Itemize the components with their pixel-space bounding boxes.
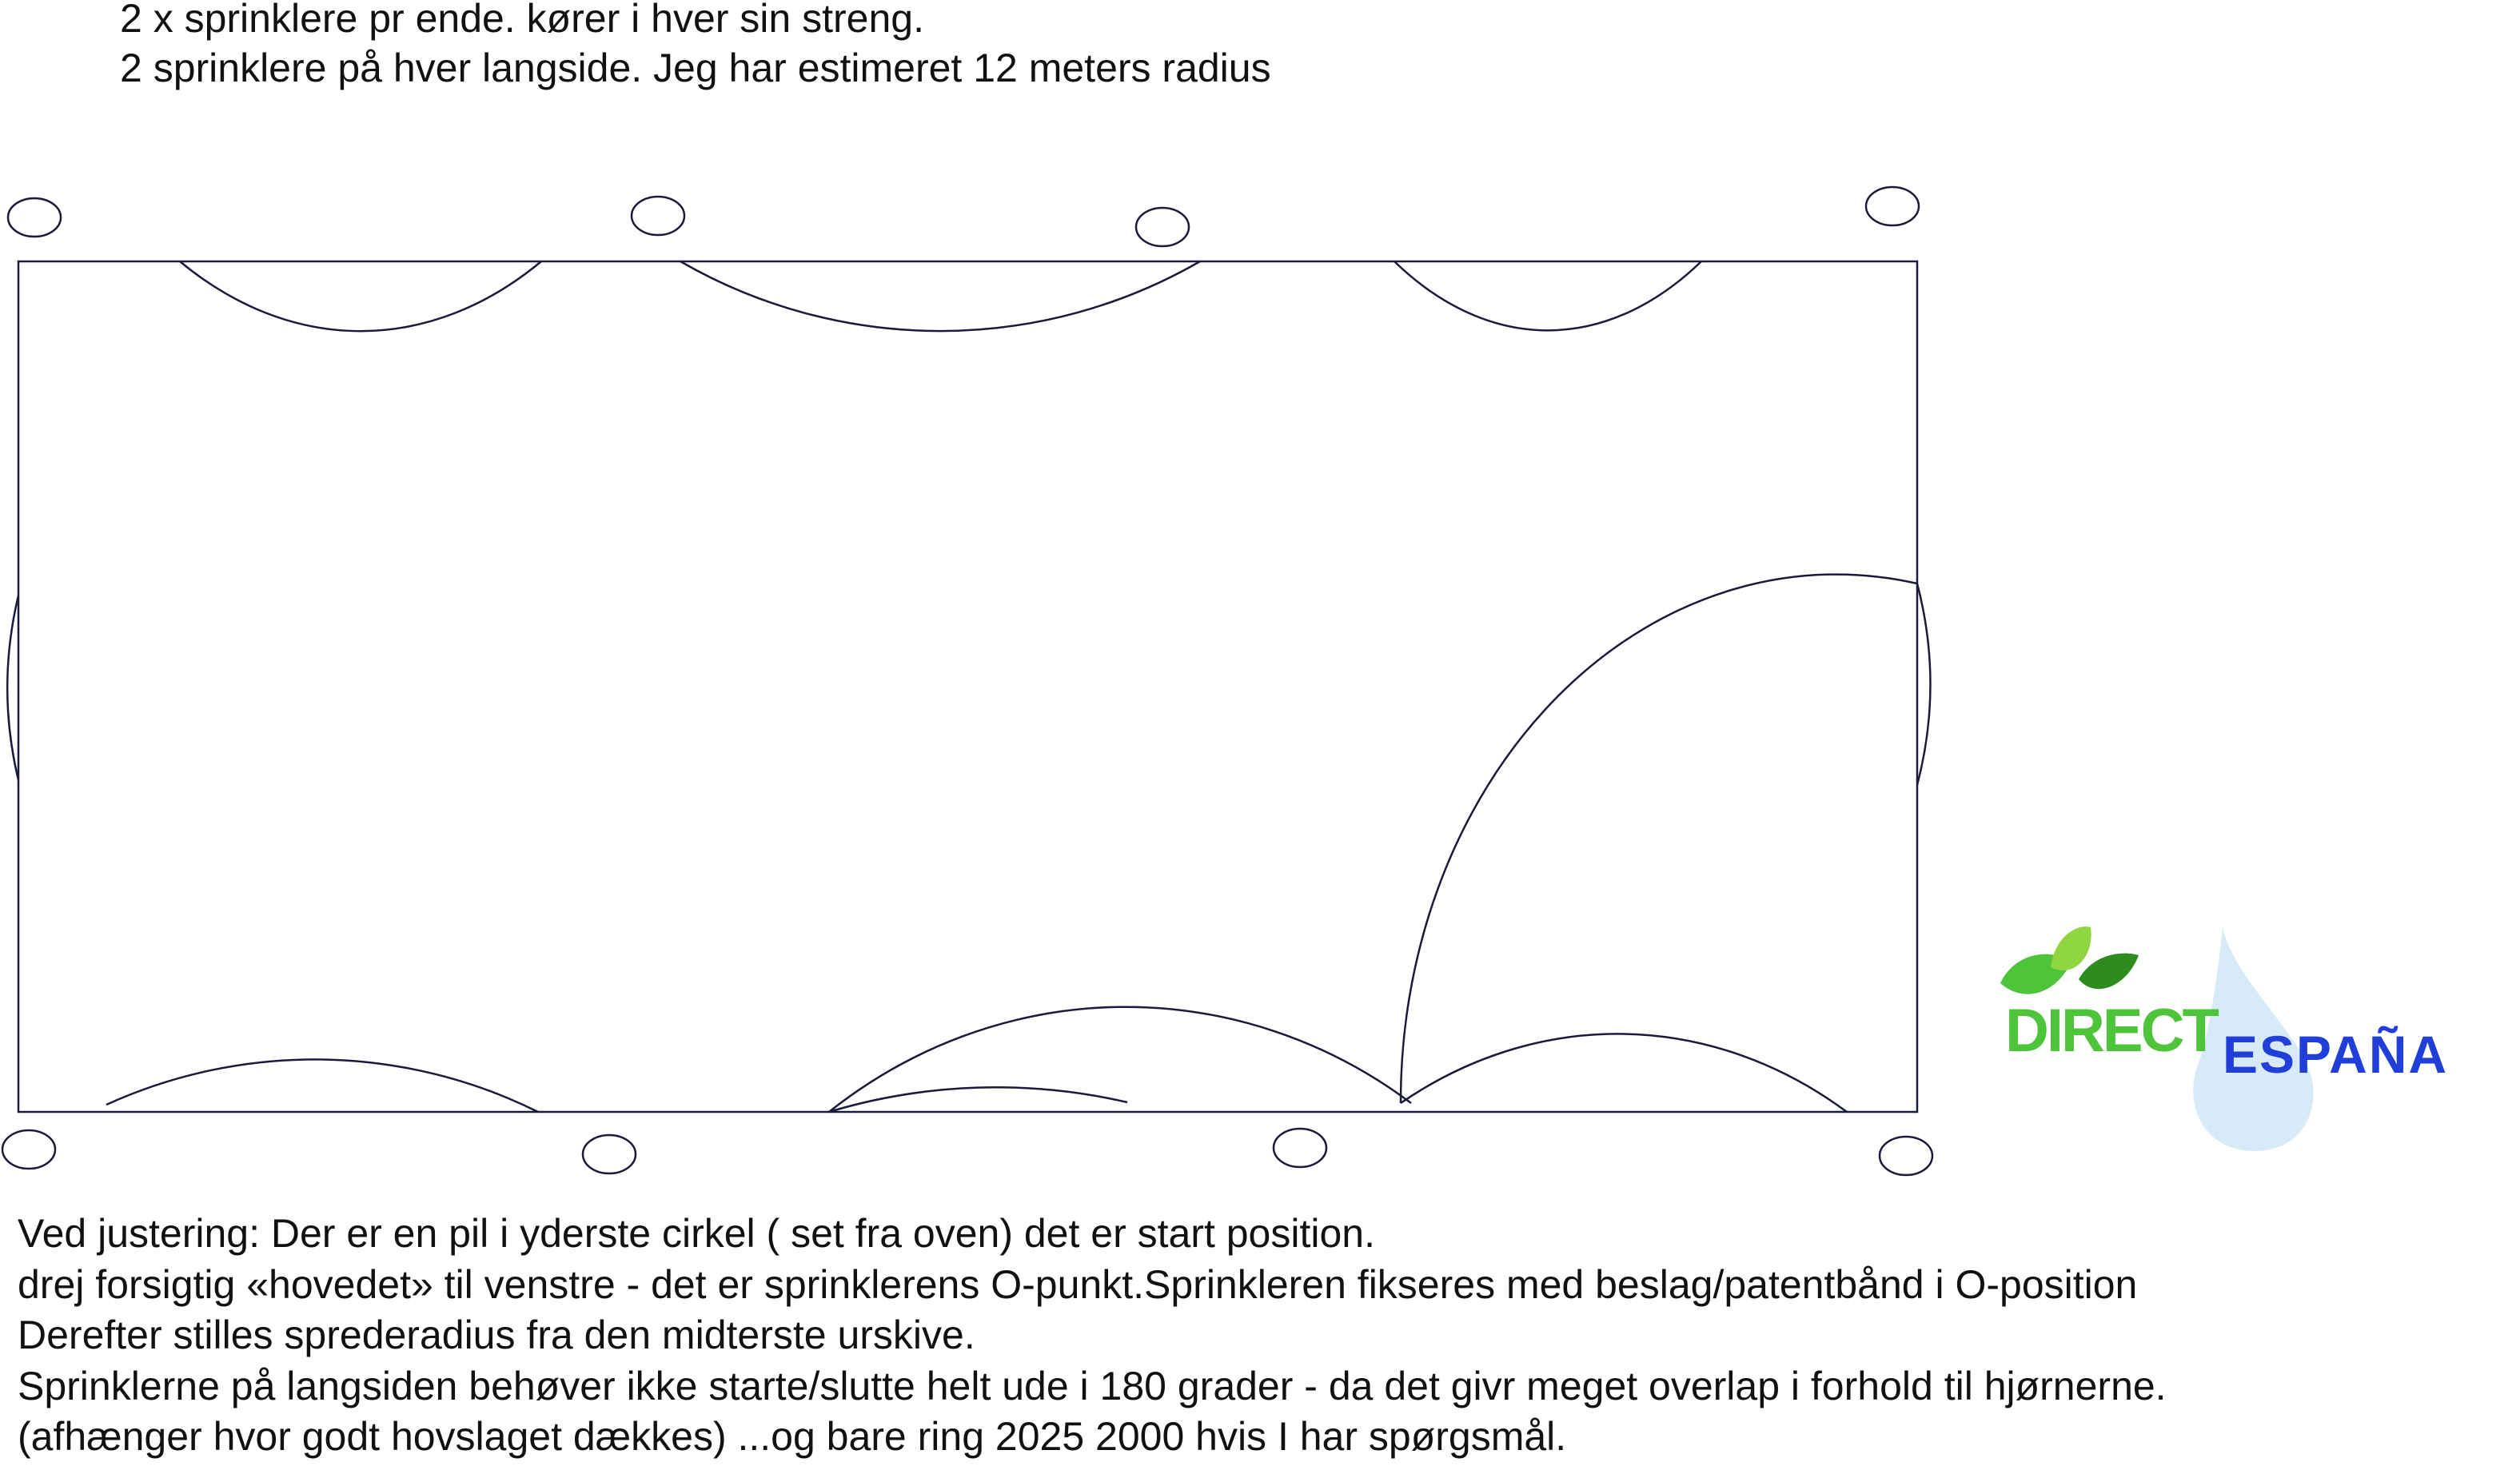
logo-graphic: [1991, 919, 2502, 1159]
coverage-arc-bottom-right-edge: [1401, 1034, 1847, 1112]
sprinkler-marker: [8, 198, 61, 237]
coverage-arc-top-center: [680, 261, 1200, 331]
logo-word-direct: DIRECT: [2005, 997, 2217, 1065]
header-note-1: 2 x sprinklere pr ende. kører i hver sin streng.: [120, 0, 924, 41]
instruction-line-1: Ved justering: Der er en pil i yderste cirkel ( set fra oven) det er start position.: [18, 1211, 1375, 1256]
sprinkler-marker: [632, 197, 684, 235]
coverage-arc-top-right: [1394, 261, 1701, 330]
direct-espana-logo: [1991, 919, 2502, 1159]
instruction-line-4: Sprinklerne på langsiden behøver ikke starte/slutte helt ude i 180 grader - da det givr meget overlap i forhold til hjørnerne.: [18, 1363, 2167, 1408]
sprinkler-marker: [1274, 1129, 1326, 1167]
leaf-icon: [2051, 926, 2091, 970]
instruction-line-5: (afhænger hvor godt hovslaget dækkes) ...og bare ring 2025 2000 hvis I har spørgsmål.: [18, 1414, 1567, 1459]
sprinkler-marker: [1880, 1137, 1932, 1175]
coverage-arc-right-end: [1917, 584, 1930, 785]
coverage-arc-bottom-center-right: [829, 1007, 1411, 1112]
sprinkler-marker: [583, 1135, 636, 1173]
header-note-2: 2 sprinklere på hver langside. Jeg har estimeret 12 meters radius: [120, 46, 1271, 90]
logo-word-espana: ESPAÑA: [2223, 1025, 2449, 1084]
adjustment-instructions: [18, 1209, 2167, 1463]
sprinkler-marker: [1866, 187, 1919, 225]
coverage-arc-bottom-right: [1401, 575, 1917, 1103]
coverage-arc-bottom-left: [106, 1059, 538, 1112]
coverage-arc-top-left: [180, 261, 541, 331]
coverage-arc-left-end: [7, 596, 18, 780]
arena-boundary: [18, 261, 1917, 1112]
coverage-arc-bottom-center-left: [829, 1087, 1127, 1112]
sprinkler-marker: [1136, 208, 1189, 246]
sprinkler-marker: [2, 1130, 55, 1169]
leaf-icon: [2079, 954, 2139, 990]
instruction-line-2: drej forsigtig «hovedet» til venstre - det er sprinklerens O-punkt.Sprinkleren fikseres med beslag/patentbånd i O-position: [18, 1261, 2138, 1307]
instruction-line-3: Derefter stilles sprederadius fra den midterste urskive.: [18, 1313, 975, 1357]
